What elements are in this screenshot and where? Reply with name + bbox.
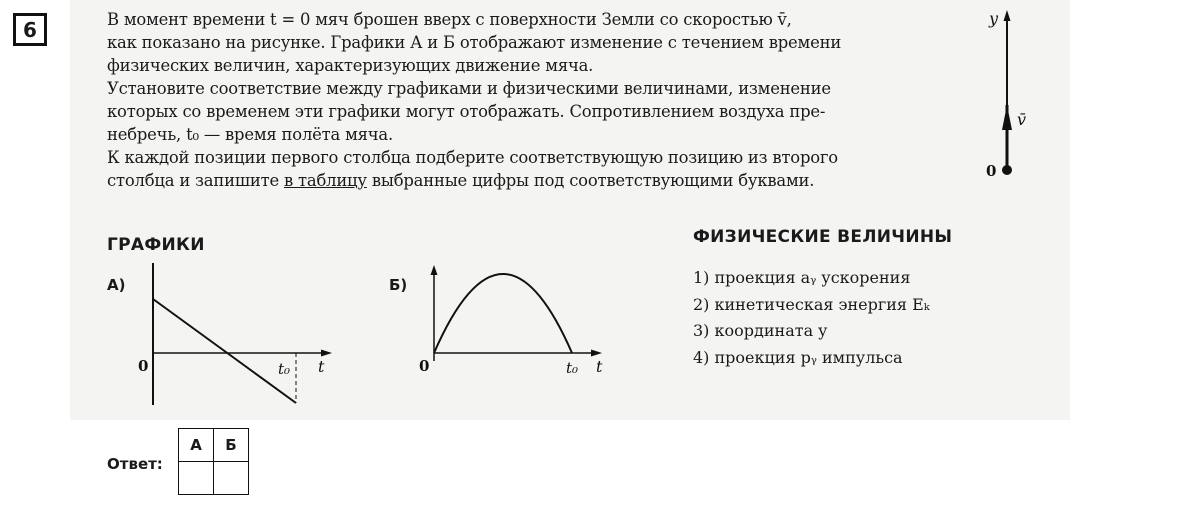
task-number: 6 xyxy=(13,13,47,46)
task-line-6: небречь, t₀ — время полёта мяча. xyxy=(107,125,394,144)
task-line-5: которых со временем эти графики могут отображать. Сопротивлением воздуха пре- xyxy=(107,102,826,121)
task-line-2: как показано на рисунке. Графики А и Б отображают изменение с течением времени xyxy=(107,33,842,52)
task-line-1: В момент времени t = 0 мяч брошен вверх с поверхности Земли со скоростью v̄, xyxy=(107,10,792,29)
velocity-label: v̄ xyxy=(1017,110,1027,129)
graph-a-origin: 0 xyxy=(138,357,149,375)
origin-label: 0 xyxy=(986,162,997,180)
graph-b xyxy=(415,255,625,415)
quantities-title: ФИЗИЧЕСКИЕ ВЕЛИЧИНЫ xyxy=(693,227,953,247)
task-line-8-end: выбранные цифры под соответствующими буквами. xyxy=(366,171,815,190)
answer-header-b: Б xyxy=(214,429,249,462)
graph-b-origin: 0 xyxy=(419,357,430,375)
task-line-4: Установите соответствие между графиками и физическими величинами, изменение xyxy=(107,79,831,98)
graph-a-t: t xyxy=(318,357,325,376)
graph-a-label: А) xyxy=(107,276,126,294)
quantity-item: 3) координата y xyxy=(693,321,828,340)
task-text xyxy=(107,8,957,192)
answer-header-a: А xyxy=(179,429,214,462)
task-line-3: физических величин, характеризующих движение мяча. xyxy=(107,56,594,75)
answer-table xyxy=(178,428,249,495)
graph-a xyxy=(130,255,340,415)
task-line-8 xyxy=(107,169,957,192)
graph-b-label: Б) xyxy=(389,276,408,294)
answer-cell-b[interactable] xyxy=(214,462,249,495)
y-axis-label: y xyxy=(989,9,999,28)
task-line-7: К каждой позиции первого столбца подберите соответствующую позицию из второго xyxy=(107,148,838,167)
quantity-item: 2) кинетическая энергия Eₖ xyxy=(693,294,930,314)
ball-figure xyxy=(980,5,1040,190)
graph-b-parabola xyxy=(434,274,572,353)
graph-b-t: t xyxy=(596,357,603,376)
quantities-list xyxy=(693,265,930,371)
graph-a-t0: t₀ xyxy=(278,360,291,378)
task-line-8-start: столбца и запишите xyxy=(107,171,284,190)
graphs-title: ГРАФИКИ xyxy=(107,235,205,255)
ball-icon xyxy=(1002,165,1012,175)
answer-label: Ответ: xyxy=(107,455,163,473)
table-link[interactable]: в таблицу xyxy=(283,171,367,190)
quantity-item: 1) проекция aᵧ ускорения xyxy=(693,268,911,287)
quantity-item: 4) проекция pᵧ импульса xyxy=(693,347,903,367)
answer-cell-a[interactable] xyxy=(179,462,214,495)
graph-b-t0: t₀ xyxy=(566,359,579,377)
velocity-arrow-icon xyxy=(1002,105,1012,130)
graph-a-line xyxy=(153,299,296,403)
